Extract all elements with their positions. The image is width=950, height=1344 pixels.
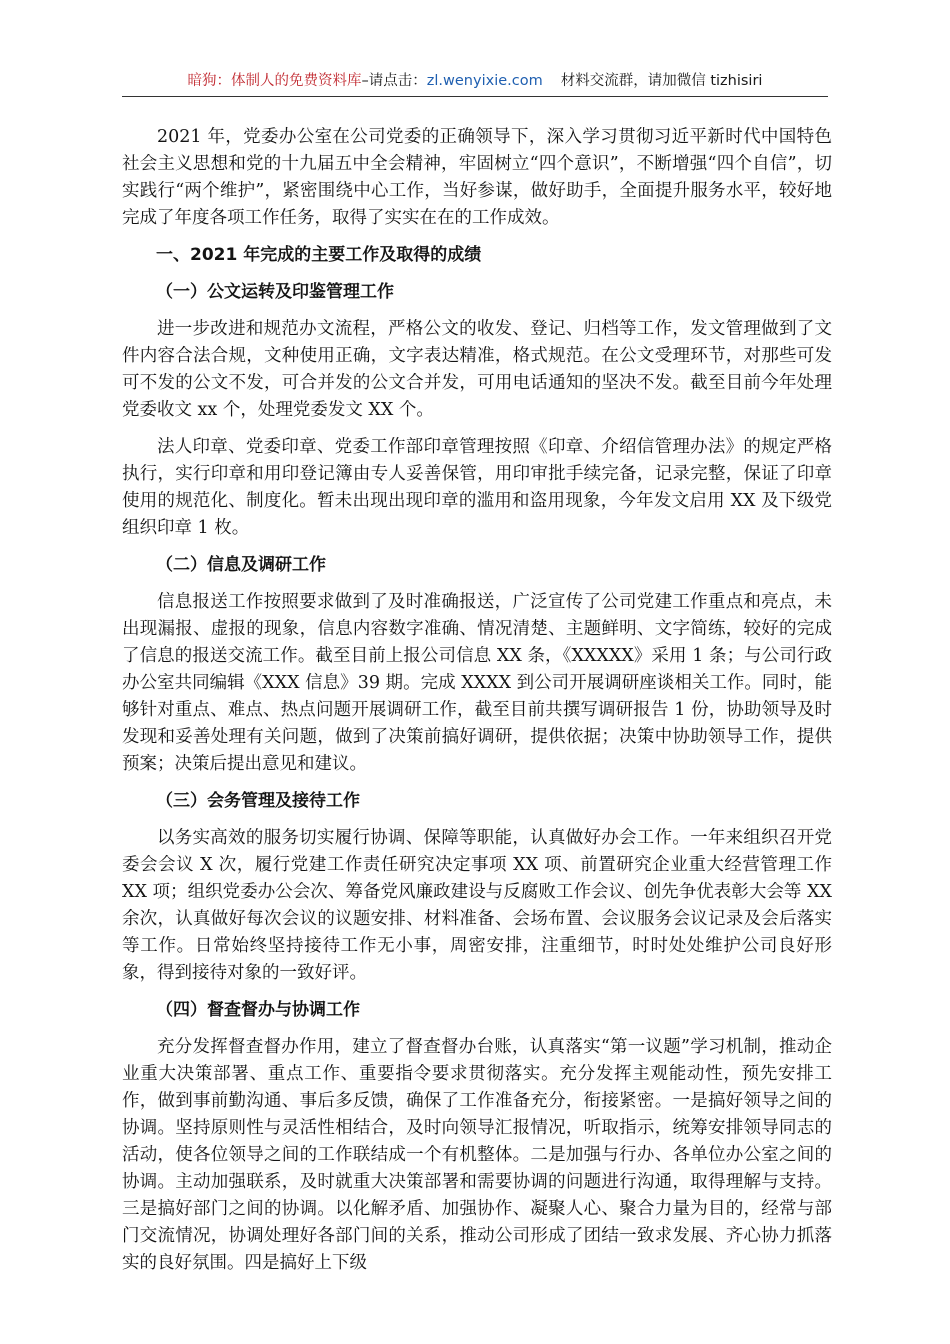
- section-heading: 一、2021 年完成的主要工作及取得的成绩: [156, 245, 482, 265]
- page-header: [122, 68, 828, 94]
- paragraph: 法人印章、党委印章、党委工作部印章管理按照《印章、介绍信管理办法》的规定严格执行，实行印章和用印登记簿由专人妥善保管，用印审批手续完备，记录完整，保证了印章使用的规范化、制度化。暂未出现出现印章的滥用和盗用现象，今年发文启用 XX 及下级党组织印章 1 枚。: [122, 437, 832, 538]
- paragraph: 信息报送工作按照要求做到了及时准确报送，广泛宣传了公司党建工作重点和亮点，未出现漏报、虚报的现象，信息内容数字准确、情况清楚、主题鲜明、文字简练，较好的完成了信息的报送交流工作。截至目前上报公司信息 XX 条，《XXXXX》采用 1 条；与公司行政办公室共同编辑《XXX 信息》39 期。完成 XXXX 到公司开展调研座谈相关工作。同时，能够针对重点、难点、热点问题开展调研工作，截至目前共撰写调研报告 1 份，协助领导及时发现和妥善处理有关问题，做到了决策前搞好调研，提供依据；决策中协助领导工作，提供预案；决策后提出意见和建议。: [122, 592, 832, 774]
- subsection-heading-2: （二）信息及调研工作: [156, 555, 326, 575]
- paragraph: 充分发挥督查督办作用，建立了督查督办台账，认真落实“第一议题”学习机制，推动企业重大决策部署、重点工作、重要指令要求贯彻落实。充分发挥主观能动性，预先安排工作，做到事前勤沟通、事后多反馈，确保了工作准备充分，衔接紧密。一是搞好领导之间的协调。坚持原则性与灵活性相结合，及时向领导汇报情况，听取指示，统筹安排领导同志的活动，使各位领导之间的工作联结成一个有机整体。二是加强与行办、各单位办公室之间的协调。主动加强联系，及时就重大决策部署和需要协调的问题进行沟通，取得理解与支持。三是搞好部门之间的协调。以化解矛盾、加强协作、凝聚人心、聚合力量为目的，经常与部门交流情况，协调处理好各部门间的关系，推动公司形成了团结一致求发展、齐心协力抓落实的良好氛围。四是搞好上下级: [122, 1037, 832, 1273]
- header-click-prompt: –请点击：: [361, 73, 427, 89]
- subsection-heading-1: （一）公文运转及印鉴管理工作: [156, 282, 394, 302]
- intro-paragraph: 2021 年，党委办公室在公司党委的正确领导下，深入学习贯彻习近平新时代中国特色社会主义思想和党的十九届五中全会精神，牢固树立“四个意识”，不断增强“四个自信”，切实践行“两个维护”，紧密围绕中心工作，当好参谋，做好助手，全面提升服务水平，较好地完成了年度各项工作任务，取得了实实在在的工作成效。: [122, 127, 832, 228]
- subsection-heading-3: （三）会务管理及接待工作: [156, 791, 360, 811]
- paragraph: 进一步改进和规范办文流程，严格公文的收发、登记、归档等工作，发文管理做到了文件内容合法合规，文种使用正确，文字表达精准，格式规范。在公文受理环节，对那些可发可不发的公文不发，可合并发的公文合并发，可用电话通知的坚决不发。截至目前今年处理党委收文 xx 个，处理党委发文 XX 个。: [122, 319, 832, 420]
- header-group-note: 材料交流群，请加微信 tizhisiri: [560, 73, 763, 89]
- header-link[interactable]: zl.wenyixie.com: [426, 73, 543, 89]
- header-brand: 暗狗：体制人的免费资料库: [187, 73, 362, 89]
- paragraph: 以务实高效的服务切实履行协调、保障等职能，认真做好办会工作。一年来组织召开党委会会议 X 次，履行党建工作责任研究决定事项 XX 项、前置研究企业重大经营管理工作 XX 项；组织党委办公会次、筹备党风廉政建设与反腐败工作会议、创先争优表彰大会等 XX 余次，认真做好每次会议的议题安排、材料准备、会场布置、会议服务会议记录及会后落实等工作。日常始终坚持接待工作无小事，周密安排，注重细节，时时处处维护公司良好形象，得到接待对象的一致好评。: [122, 828, 832, 983]
- header-divider: [122, 96, 828, 97]
- document-body: [122, 124, 832, 1287]
- subsection-heading-4: （四）督查督办与协调工作: [156, 1000, 360, 1020]
